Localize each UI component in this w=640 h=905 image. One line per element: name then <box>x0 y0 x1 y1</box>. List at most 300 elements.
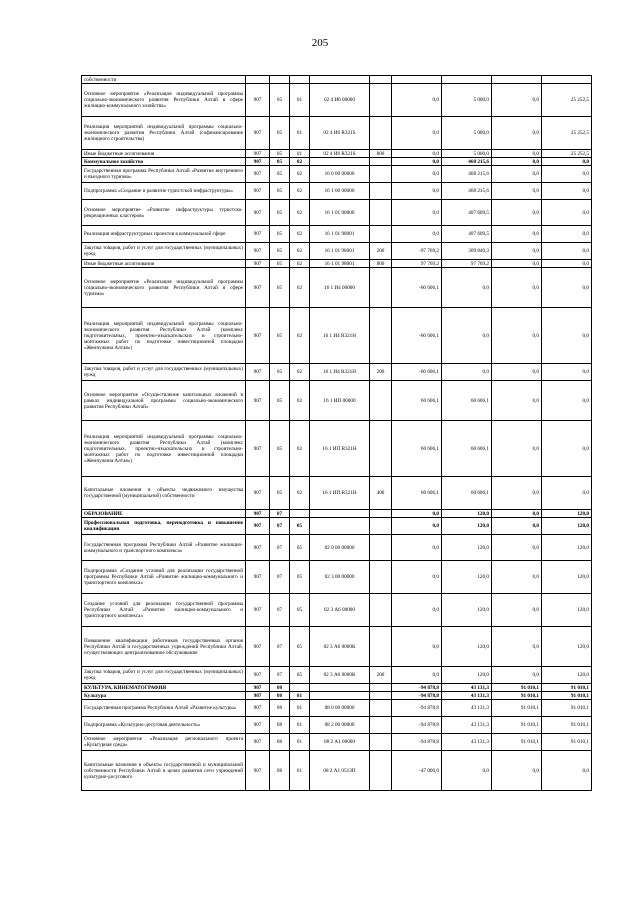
amount-4-cell: 0,0 <box>542 308 592 364</box>
expense-type-cell <box>370 117 392 150</box>
section-code-cell: 07 <box>270 535 290 561</box>
amount-1-cell: 0,0 <box>392 561 442 594</box>
target-article-cell <box>310 510 370 518</box>
table-row <box>82 381 592 421</box>
amount-4-cell: 91 010,1 <box>542 700 592 717</box>
expense-type-cell <box>370 700 392 717</box>
grbs-code-cell: 907 <box>246 260 270 268</box>
expense-type-cell <box>370 158 392 166</box>
section-code-cell: 07 <box>270 561 290 594</box>
expense-type-cell: 200 <box>370 667 392 684</box>
row-name-cell: Создание условий для реализации государственной программы Республики Алтай «Развитие жилищно-коммунального и транспортного комплекса» <box>82 594 246 627</box>
subsection-code-cell: 01 <box>290 751 310 791</box>
amount-1-cell: 0,0 <box>392 627 442 667</box>
amount-4-cell: 0,0 <box>542 268 592 308</box>
row-name-cell: Реализация инфраструктурных проектов в коммунальной сфере <box>82 226 246 243</box>
amount-1-cell: 0,0 <box>392 667 442 684</box>
amount-2-cell: 97 769,2 <box>442 260 492 268</box>
table-row <box>82 226 592 243</box>
target-article-cell: 16 1 ИП R321Н <box>310 421 370 477</box>
table-row <box>82 700 592 717</box>
target-article-cell: 16 1 01 98001 <box>310 226 370 243</box>
amount-3-cell: 91 010,1 <box>492 692 542 700</box>
amount-4-cell: 91 010,1 <box>542 717 592 734</box>
subsection-code-cell: 05 <box>290 594 310 627</box>
amount-3-cell: 91 010,1 <box>492 717 542 734</box>
row-name-cell: КУЛЬТУРА, КИНЕМАТОГРАФИЯ <box>82 684 246 692</box>
amount-2-cell: 5 000,0 <box>442 84 492 117</box>
target-article-cell: 08 2 А1 0513П <box>310 751 370 791</box>
amount-1-cell: 97 769,2 <box>392 260 442 268</box>
amount-3-cell: 0,0 <box>492 667 542 684</box>
table-row <box>82 268 592 308</box>
expense-type-cell: 400 <box>370 477 392 510</box>
table-row <box>82 667 592 684</box>
subsection-code-cell: 02 <box>290 381 310 421</box>
section-code-cell: 05 <box>270 117 290 150</box>
target-article-cell: 08 0 00 00000 <box>310 700 370 717</box>
amount-2-cell: 43 131,3 <box>442 684 492 692</box>
target-article-cell <box>310 518 370 535</box>
amount-3-cell: 0,0 <box>492 627 542 667</box>
expense-type-cell: 200 <box>370 243 392 260</box>
target-article-cell: 16 0 00 00000 <box>310 166 370 183</box>
table-body <box>82 76 592 791</box>
target-article-cell: 16 1 01 98001 <box>310 243 370 260</box>
amount-1-cell: 60 606,1 <box>392 381 442 421</box>
row-name-cell: Основное мероприятие «Осуществление капитальных вложений в рамках индивидуальной программы социально-экономического развития Республики Алтай» <box>82 381 246 421</box>
expense-type-cell <box>370 200 392 226</box>
expense-type-cell <box>370 166 392 183</box>
target-article-cell: 02 4 И6 R321S <box>310 150 370 158</box>
expense-type-cell <box>370 510 392 518</box>
amount-1-cell: -47 000,0 <box>392 751 442 791</box>
subsection-code-cell: 02 <box>290 260 310 268</box>
amount-1-cell: -60 606,1 <box>392 308 442 364</box>
subsection-code-cell: 01 <box>290 700 310 717</box>
amount-1-cell: -60 606,1 <box>392 364 442 381</box>
table-row <box>82 84 592 117</box>
amount-4-cell: 0,0 <box>542 158 592 166</box>
amount-3-cell: 0,0 <box>492 308 542 364</box>
target-article-cell: 02 0 00 00000 <box>310 535 370 561</box>
row-name-cell: Основное мероприятие «Развитие инфраструктуры туристско-рекреационных кластеров» <box>82 200 246 226</box>
amount-2-cell: 120,0 <box>442 561 492 594</box>
amount-3-cell: 0,0 <box>492 84 542 117</box>
amount-4-cell: 0,0 <box>542 381 592 421</box>
expense-type-cell <box>370 76 392 84</box>
amount-1-cell: -94 878,8 <box>392 700 442 717</box>
row-name-cell: Закупка товаров, работ и услуг для государственных (муниципальных) нужд <box>82 667 246 684</box>
subsection-code-cell <box>290 76 310 84</box>
amount-4-cell: 120,0 <box>542 594 592 627</box>
subsection-code-cell: 01 <box>290 150 310 158</box>
target-article-cell: 16 1 ИП R321Н <box>310 477 370 510</box>
amount-1-cell: 0,0 <box>392 183 442 200</box>
amount-2-cell: 43 131,3 <box>442 700 492 717</box>
grbs-code-cell: 907 <box>246 421 270 477</box>
row-name-cell: Реализация мероприятий индивидуальной программы социально-экономического развития Республики Алтай (комплекс подготовительных, проектно-изыскательских и строительно-монтажных работ по подготовке инвестиционной площадки «Жемчужина Алтая») <box>82 421 246 477</box>
section-code-cell: 07 <box>270 518 290 535</box>
amount-2-cell: 43 131,3 <box>442 692 492 700</box>
amount-2-cell: 468 215,6 <box>442 158 492 166</box>
row-name-cell: Реализация мероприятий индивидуальной программы социально-экономического развития Республики Алтай (софинансирование жилищного строительства) <box>82 117 246 150</box>
table-row <box>82 627 592 667</box>
table-row <box>82 751 592 791</box>
row-name-cell: Подпрограмма «Культурно-досуговая деятельность» <box>82 717 246 734</box>
amount-1-cell: -94 878,8 <box>392 692 442 700</box>
amount-4-cell: 25 252,5 <box>542 150 592 158</box>
expense-type-cell <box>370 381 392 421</box>
row-name-cell: Государственная программа Республики Алтай «Развитие внутреннего и въездного туризма» <box>82 166 246 183</box>
amount-2-cell: 43 131,3 <box>442 734 492 751</box>
table-row <box>82 518 592 535</box>
amount-3-cell: 0,0 <box>492 166 542 183</box>
target-article-cell: 02 3 А6 00000 <box>310 594 370 627</box>
expense-type-cell <box>370 717 392 734</box>
grbs-code-cell <box>246 76 270 84</box>
grbs-code-cell: 907 <box>246 700 270 717</box>
amount-1-cell: 60 606,1 <box>392 477 442 510</box>
table-row <box>82 260 592 268</box>
subsection-code-cell: 02 <box>290 200 310 226</box>
subsection-code-cell: 02 <box>290 268 310 308</box>
section-code-cell: 05 <box>270 183 290 200</box>
target-article-cell: 08 2 00 00000 <box>310 717 370 734</box>
subsection-code-cell: 05 <box>290 627 310 667</box>
section-code-cell: 08 <box>270 692 290 700</box>
table-row <box>82 561 592 594</box>
amount-3-cell: 91 010,1 <box>492 734 542 751</box>
amount-2-cell: 407 609,5 <box>442 226 492 243</box>
target-article-cell: 16 1 01 00000 <box>310 200 370 226</box>
amount-2-cell: 120,0 <box>442 518 492 535</box>
amount-2-cell: 120,0 <box>442 627 492 667</box>
row-name-cell: Иные бюджетные ассигнования <box>82 150 246 158</box>
table-row <box>82 364 592 381</box>
amount-4-cell: 91 010,1 <box>542 684 592 692</box>
grbs-code-cell: 907 <box>246 364 270 381</box>
amount-4-cell: 0,0 <box>542 477 592 510</box>
amount-2-cell: 0,0 <box>442 268 492 308</box>
grbs-code-cell: 907 <box>246 308 270 364</box>
amount-1-cell: 0,0 <box>392 510 442 518</box>
subsection-code-cell: 05 <box>290 667 310 684</box>
page-number: 205 <box>311 37 329 49</box>
grbs-code-cell: 907 <box>246 717 270 734</box>
amount-2-cell: 43 131,3 <box>442 717 492 734</box>
section-code-cell: 05 <box>270 381 290 421</box>
amount-2-cell: 60 606,1 <box>442 381 492 421</box>
target-article-cell: 02 4 И6 R321S <box>310 117 370 150</box>
section-code-cell: 05 <box>270 84 290 117</box>
target-article-cell: 16 1 И4 R321Н <box>310 308 370 364</box>
amount-3-cell: 0,0 <box>492 381 542 421</box>
amount-4-cell: 0,0 <box>542 226 592 243</box>
table-row <box>82 684 592 692</box>
target-article-cell: 16 1 И4 R321Н <box>310 364 370 381</box>
amount-4-cell: 0,0 <box>542 364 592 381</box>
amount-2-cell <box>442 76 492 84</box>
target-article-cell: 16 1 ИП 00000 <box>310 381 370 421</box>
amount-4-cell <box>542 76 592 84</box>
section-code-cell: 05 <box>270 150 290 158</box>
expense-type-cell <box>370 518 392 535</box>
subsection-code-cell: 05 <box>290 561 310 594</box>
target-article-cell <box>310 76 370 84</box>
expense-type-cell <box>370 183 392 200</box>
amount-4-cell: 91 010,1 <box>542 734 592 751</box>
amount-3-cell: 91 010,1 <box>492 684 542 692</box>
amount-4-cell: 0,0 <box>542 200 592 226</box>
amount-4-cell: 120,0 <box>542 627 592 667</box>
section-code-cell: 07 <box>270 594 290 627</box>
section-code-cell: 05 <box>270 260 290 268</box>
row-name-cell: Капитальные вложения в объекты недвижимого имущества государственной (муниципальной) собственности <box>82 477 246 510</box>
section-code-cell: 08 <box>270 734 290 751</box>
section-code-cell: 07 <box>270 667 290 684</box>
amount-2-cell: 407 609,5 <box>442 200 492 226</box>
expense-type-cell <box>370 84 392 117</box>
section-code-cell <box>270 76 290 84</box>
amount-1-cell: 0,0 <box>392 226 442 243</box>
target-article-cell <box>310 692 370 700</box>
expense-type-cell <box>370 226 392 243</box>
grbs-code-cell: 907 <box>246 166 270 183</box>
budget-table <box>81 75 592 791</box>
section-code-cell: 05 <box>270 364 290 381</box>
grbs-code-cell: 907 <box>246 477 270 510</box>
row-name-cell: Закупка товаров, работ и услуг для государственных (муниципальных) нужд <box>82 243 246 260</box>
amount-4-cell: 25 252,5 <box>542 84 592 117</box>
grbs-code-cell: 907 <box>246 200 270 226</box>
amount-4-cell: 0,0 <box>542 421 592 477</box>
section-code-cell: 05 <box>270 477 290 510</box>
section-code-cell: 08 <box>270 684 290 692</box>
grbs-code-cell: 907 <box>246 84 270 117</box>
amount-2-cell: 120,0 <box>442 510 492 518</box>
amount-1-cell: -94 878,8 <box>392 717 442 734</box>
row-name-cell: Закупка товаров, работ и услуг для государственных (муниципальных) нужд <box>82 364 246 381</box>
subsection-code-cell: 01 <box>290 734 310 751</box>
amount-1-cell: 0,0 <box>392 518 442 535</box>
expense-type-cell <box>370 684 392 692</box>
subsection-code-cell: 02 <box>290 308 310 364</box>
expense-type-cell <box>370 421 392 477</box>
amount-3-cell: 0,0 <box>492 117 542 150</box>
amount-1-cell: 0,0 <box>392 117 442 150</box>
grbs-code-cell: 907 <box>246 518 270 535</box>
amount-3-cell: 0,0 <box>492 561 542 594</box>
table-row <box>82 734 592 751</box>
grbs-code-cell: 907 <box>246 535 270 561</box>
amount-2-cell: 0,0 <box>442 308 492 364</box>
section-code-cell: 08 <box>270 717 290 734</box>
subsection-code-cell: 01 <box>290 692 310 700</box>
amount-2-cell: 5 000,0 <box>442 117 492 150</box>
table-row <box>82 510 592 518</box>
subsection-code-cell: 01 <box>290 117 310 150</box>
grbs-code-cell: 907 <box>246 751 270 791</box>
row-name-cell: ОБРАЗОВАНИЕ <box>82 510 246 518</box>
row-name-cell: Основное мероприятие «Реализация индивидуальной программы социально-экономического развития Республики Алтай в сфере жилищно-коммунального хозяйства» <box>82 84 246 117</box>
grbs-code-cell: 907 <box>246 684 270 692</box>
amount-2-cell: 120,0 <box>442 667 492 684</box>
target-article-cell: 16 1 00 00000 <box>310 183 370 200</box>
subsection-code-cell <box>290 510 310 518</box>
amount-2-cell: 60 606,1 <box>442 421 492 477</box>
amount-3-cell: 0,0 <box>492 421 542 477</box>
amount-2-cell: 468 215,6 <box>442 166 492 183</box>
amount-4-cell: 91 010,1 <box>542 692 592 700</box>
amount-2-cell: 60 606,1 <box>442 477 492 510</box>
row-name-cell: Повышение квалификации работников государственных органов Республики Алтай и государственных учреждений Республики Алтай, осуществляющих централизованное обслуживание <box>82 627 246 667</box>
section-code-cell: 05 <box>270 243 290 260</box>
grbs-code-cell: 907 <box>246 243 270 260</box>
section-code-cell: 05 <box>270 200 290 226</box>
section-code-cell: 05 <box>270 421 290 477</box>
amount-4-cell: 120,0 <box>542 510 592 518</box>
amount-3-cell: 0,0 <box>492 200 542 226</box>
row-name-cell: Реализация мероприятий индивидуальной программы социально-экономического развития Республики Алтай (комплекс подготовительных, проектно-изыскательских и строительно-монтажных работ по подготовке инвестиционной площадки «Жемчужина Алтая») <box>82 308 246 364</box>
subsection-code-cell: 05 <box>290 518 310 535</box>
expense-type-cell <box>370 692 392 700</box>
amount-4-cell: 120,0 <box>542 535 592 561</box>
amount-1-cell: -60 606,1 <box>392 268 442 308</box>
row-name-cell: Основное мероприятие «Реализация индивидуальной программы социально-экономического развития Республики Алтай в сфере туризма» <box>82 268 246 308</box>
target-article-cell: 16 1 И4 00000 <box>310 268 370 308</box>
section-code-cell: 05 <box>270 226 290 243</box>
row-name-cell: Профессиональная подготовка, переподготовка и повышение квалификации <box>82 518 246 535</box>
amount-1-cell: 0,0 <box>392 84 442 117</box>
row-name-cell: собственности <box>82 76 246 84</box>
amount-3-cell: 0,0 <box>492 183 542 200</box>
grbs-code-cell: 907 <box>246 226 270 243</box>
grbs-code-cell: 907 <box>246 117 270 150</box>
target-article-cell: 02 3 А6 0000К <box>310 627 370 667</box>
amount-3-cell: 0,0 <box>492 268 542 308</box>
row-name-cell: Культура <box>82 692 246 700</box>
target-article-cell <box>310 684 370 692</box>
amount-3-cell <box>492 76 542 84</box>
amount-3-cell: 0,0 <box>492 751 542 791</box>
amount-3-cell: 0,0 <box>492 158 542 166</box>
expense-type-cell: 800 <box>370 260 392 268</box>
table-row <box>82 150 592 158</box>
table-row <box>82 421 592 477</box>
amount-3-cell: 0,0 <box>492 260 542 268</box>
table-row <box>82 243 592 260</box>
amount-4-cell: 0,0 <box>542 183 592 200</box>
section-code-cell: 05 <box>270 166 290 183</box>
row-name-cell: Иные бюджетные ассигнования <box>82 260 246 268</box>
expense-type-cell <box>370 535 392 561</box>
amount-1-cell: -94 878,8 <box>392 684 442 692</box>
row-name-cell: Государственная программа Республики Алтай «Развитие культуры» <box>82 700 246 717</box>
expense-type-cell <box>370 734 392 751</box>
amount-3-cell: 0,0 <box>492 243 542 260</box>
amount-4-cell: 120,0 <box>542 518 592 535</box>
amount-2-cell: 309 840,3 <box>442 243 492 260</box>
amount-4-cell: 0,0 <box>542 260 592 268</box>
amount-1-cell: 0,0 <box>392 166 442 183</box>
expense-type-cell <box>370 308 392 364</box>
amount-3-cell: 0,0 <box>492 535 542 561</box>
grbs-code-cell: 907 <box>246 510 270 518</box>
subsection-code-cell: 01 <box>290 84 310 117</box>
grbs-code-cell: 907 <box>246 627 270 667</box>
amount-3-cell: 91 010,1 <box>492 700 542 717</box>
amount-1-cell: -94 878,8 <box>392 734 442 751</box>
section-code-cell: 05 <box>270 158 290 166</box>
expense-type-cell: 800 <box>370 150 392 158</box>
grbs-code-cell: 907 <box>246 183 270 200</box>
expense-type-cell <box>370 594 392 627</box>
grbs-code-cell: 907 <box>246 158 270 166</box>
target-article-cell <box>310 158 370 166</box>
amount-4-cell: 25 252,5 <box>542 117 592 150</box>
table-row <box>82 117 592 150</box>
amount-4-cell: 0,0 <box>542 751 592 791</box>
subsection-code-cell <box>290 684 310 692</box>
grbs-code-cell: 907 <box>246 734 270 751</box>
table-row <box>82 76 592 84</box>
row-name-cell: Подпрограмма «Создание и развитие туристской инфраструктуры» <box>82 183 246 200</box>
subsection-code-cell: 02 <box>290 166 310 183</box>
amount-1-cell: -97 769,2 <box>392 243 442 260</box>
amount-2-cell: 468 215,6 <box>442 183 492 200</box>
amount-1-cell: 0,0 <box>392 150 442 158</box>
expense-type-cell <box>370 751 392 791</box>
amount-4-cell: 120,0 <box>542 561 592 594</box>
target-article-cell: 16 1 01 98001 <box>310 260 370 268</box>
table-row <box>82 158 592 166</box>
subsection-code-cell: 02 <box>290 364 310 381</box>
subsection-code-cell: 02 <box>290 243 310 260</box>
section-code-cell: 05 <box>270 308 290 364</box>
grbs-code-cell: 907 <box>246 667 270 684</box>
grbs-code-cell: 907 <box>246 561 270 594</box>
table-row <box>82 200 592 226</box>
row-name-cell: Подпрограмма «Создание условий для реализации государственной программы Республики Алтай «Развитие жилищно-коммунального и транспортного комплекса» <box>82 561 246 594</box>
subsection-code-cell: 02 <box>290 421 310 477</box>
amount-1-cell: 0,0 <box>392 535 442 561</box>
subsection-code-cell: 01 <box>290 717 310 734</box>
amount-4-cell: 120,0 <box>542 667 592 684</box>
subsection-code-cell: 02 <box>290 477 310 510</box>
expense-type-cell <box>370 627 392 667</box>
section-code-cell: 07 <box>270 627 290 667</box>
amount-1-cell: 0,0 <box>392 200 442 226</box>
grbs-code-cell: 907 <box>246 594 270 627</box>
amount-3-cell: 0,0 <box>492 150 542 158</box>
grbs-code-cell: 907 <box>246 692 270 700</box>
target-article-cell: 08 2 А1 00000 <box>310 734 370 751</box>
grbs-code-cell: 907 <box>246 150 270 158</box>
expense-type-cell <box>370 268 392 308</box>
expense-type-cell: 200 <box>370 364 392 381</box>
table-row <box>82 166 592 183</box>
amount-1-cell: 60 606,1 <box>392 421 442 477</box>
amount-2-cell: 5 000,0 <box>442 150 492 158</box>
amount-1-cell <box>392 76 442 84</box>
section-code-cell: 08 <box>270 751 290 791</box>
section-code-cell: 07 <box>270 510 290 518</box>
subsection-code-cell: 05 <box>290 535 310 561</box>
subsection-code-cell: 02 <box>290 226 310 243</box>
subsection-code-cell: 02 <box>290 183 310 200</box>
amount-1-cell: 0,0 <box>392 594 442 627</box>
